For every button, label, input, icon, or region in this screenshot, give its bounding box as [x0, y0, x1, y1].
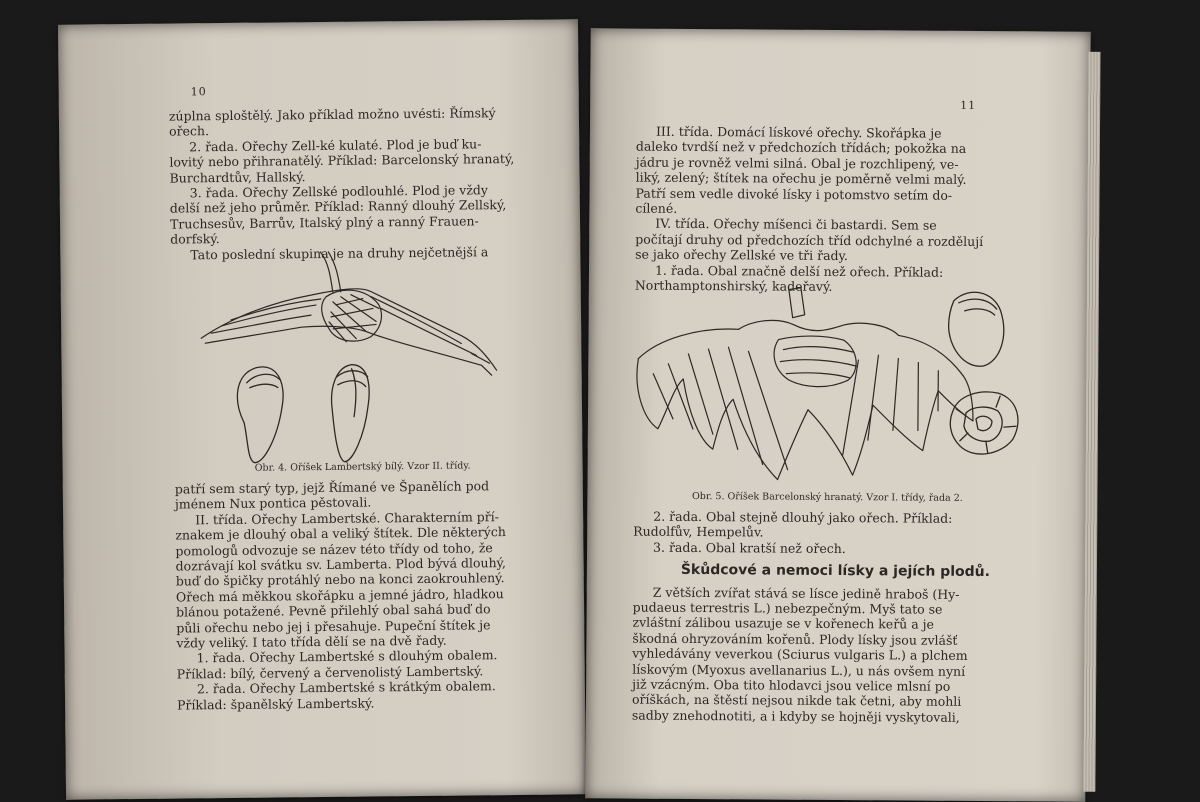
- text-line: zúplna sploštělý. Jako příklad možno uvésti: Římský: [168, 105, 496, 124]
- text-line: liký, zelený; štítek na ořechu je poměrně velmi malý.: [635, 169, 967, 188]
- text-line: dorfský.: [170, 231, 220, 247]
- page-number-left: 10: [190, 85, 207, 99]
- text-line: IV. třída. Ořechy míšenci či bastardi. Sem se: [655, 216, 937, 234]
- text-line: Patří sem vedle divoké lísky i potomstvo setím do-: [635, 185, 953, 203]
- text-line: jádru je rovněž velmi silná. Obal je rozchlipený, ve-: [635, 154, 959, 172]
- text-line: 1. řada. Obal značně delší než ořech. Příklad:: [654, 262, 944, 280]
- figure-caption-right: Obr. 5. Oříšek Barcelonský hranatý. Vzor I. třídy, řada 2.: [691, 490, 963, 504]
- text-line: počítají druhy od předchozích tříd odchylné a rozdělují: [635, 231, 984, 249]
- text-line: se jako ořechy Zellské ve tři řady.: [635, 246, 848, 264]
- hazelnut-husk-illustration: [190, 245, 512, 468]
- text-line: Z větších zvířat stává se lísce jedině hraboš (Hy-: [652, 584, 960, 602]
- text-line: Tato poslední skupina je na druhy nejčetnější a: [190, 243, 489, 263]
- hazelnut-frilled-husk-illustration: [627, 279, 1048, 492]
- text-line: dozrávají kol svátku sv. Lamberta. Plod bývá dlouhý,: [175, 555, 507, 574]
- text-line: škodná ohryzováním kořenů. Plody lísky jsou zvlášť: [632, 630, 958, 648]
- text-line: zvláštní zálibou usazuje se v kořenech keřů a je: [632, 615, 934, 633]
- text-line: daleko tvrdší než v předchozích třídách; pokožka na: [635, 138, 967, 157]
- left-page: [58, 19, 586, 799]
- left-text-bottom: [175, 477, 585, 712]
- text-line: II. třída. Ořechy Lambertské. Charakterním pří-: [195, 508, 500, 528]
- text-line: lískovým (Myoxus avellanarius L.), u nás ovšem nyní: [632, 661, 966, 679]
- right-text-mid: [632, 509, 1038, 726]
- text-line: buď do špičky protáhlý nebo na konci zaokrouhlený.: [175, 570, 505, 589]
- text-line: sadby znehodnotiti, a i kdyby se hojněji vyskytovali,: [631, 707, 960, 725]
- text-line: 3. řada. Ořechy Zellské podlouhlé. Plod je vždy: [189, 182, 489, 201]
- text-line: delší než jeho průměr. Příklad: Ranný dlouhý Zellský,: [169, 197, 507, 217]
- text-line: Burchardtův, Hallský.: [169, 168, 306, 186]
- text-line: znakem je dlouhý obal a veliký štítek. Dle některých: [175, 524, 506, 543]
- text-line: Rudolfův, Hempelův.: [633, 523, 764, 540]
- text-line: oříškách, na štěstí nejsou nikde tak četni, aby mohli: [631, 692, 962, 710]
- page-number-right: 11: [960, 98, 977, 112]
- text-line: 2. řada. Ořechy Zell-ké kulaté. Plod je buď ku-: [189, 136, 482, 155]
- text-line: blánou potažené. Pevně přilehlý obal sahá buď do: [176, 601, 491, 620]
- text-line: vždy veliký. I tato třída dělí se na dvě řady.: [176, 632, 447, 651]
- text-line: Příklad: bílý, červený a červenolistý Lambertský.: [176, 663, 484, 682]
- text-line: III. třída. Domácí lískové ořechy. Skořápka je: [655, 123, 942, 141]
- left-text-top: [169, 104, 579, 262]
- text-line: patří sem starý typ, jejž Římané ve Španělích pod: [174, 478, 490, 497]
- text-line: Příklad: španělský Lambertský.: [177, 695, 375, 713]
- text-line: Northamptonshirský, kadeřavý.: [634, 277, 833, 295]
- text-line: lovitý nebo přihranatělý. Příklad: Barcelonský hranatý,: [169, 151, 515, 170]
- text-line: pudaeus terrestris L.) nebezpečným. Myš tato se: [632, 599, 943, 617]
- right-text-top: [635, 124, 1041, 296]
- text-line: pomologů odvozuje se název této třídy od toho, že: [175, 539, 493, 559]
- page-edge: [1083, 52, 1100, 792]
- text-line: ořech.: [169, 123, 210, 139]
- right-page: [585, 28, 1090, 801]
- text-line: vyhledávány veverkou (Sciurus vulgaris L.) a plchem: [632, 645, 968, 664]
- text-line: 1. řada. Ořechy Lambertské s dlouhým obalem.: [196, 647, 498, 666]
- text-line: jménem Nux pontica pěstovali.: [174, 494, 372, 512]
- section-heading: Škůdcové a nemoci lísky a jejích plodů.: [680, 562, 991, 581]
- text-line: 2. řada. Obal stejně dlouhý jako ořech. Příklad:: [653, 508, 953, 526]
- text-line: 2. řada. Ořechy Lambertské s krátkým obalem.: [196, 678, 496, 697]
- text-line: 3. řada. Obal kratší než ořech.: [653, 539, 846, 556]
- text-line: již vzácným. Oba tito hlodavci jsou velice mlsní po: [632, 676, 951, 694]
- text-line: Truchsesův, Barrův, Italský plný a ranný Frauen-: [169, 213, 479, 232]
- figure-caption-left: Obr. 4. Oříšek Lambertský bílý. Vzor II. třídy.: [254, 460, 471, 474]
- text-line: půli ořechu nebo jej i přesahuje. Pupeční štítek je: [176, 616, 491, 636]
- text-line: Ořech má měkkou skořápku a jemné jádro, hladkou: [175, 585, 504, 605]
- text-line: cílené.: [635, 200, 678, 216]
